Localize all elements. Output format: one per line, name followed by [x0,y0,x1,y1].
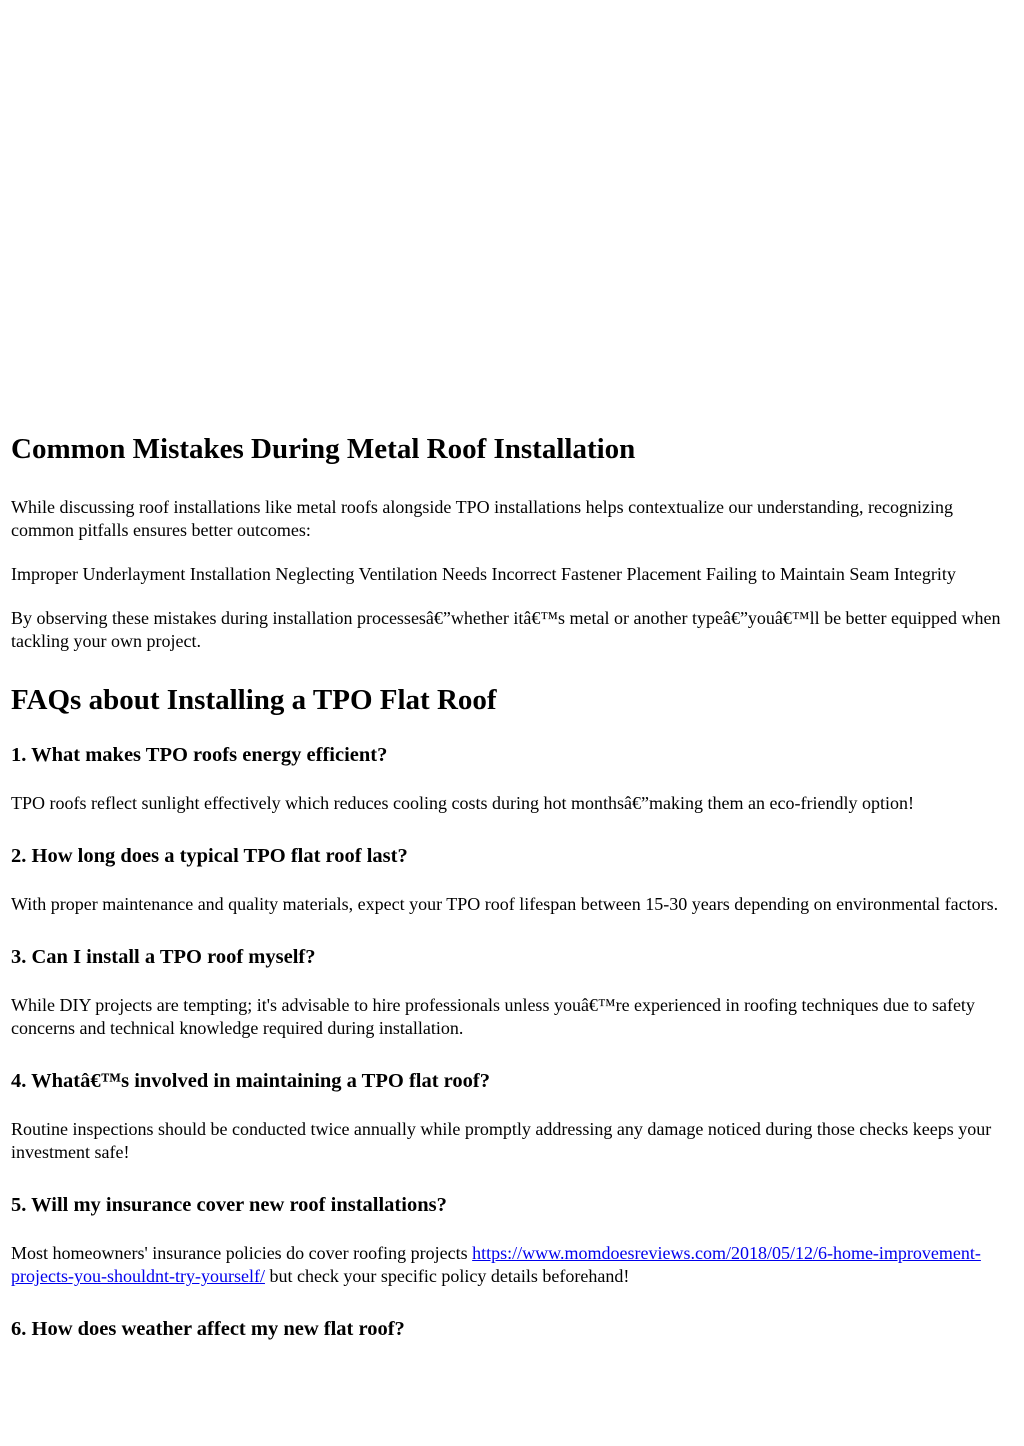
momdoesreviews-link[interactable]: https://www.momdoesreviews.com/2018/05/12/6-home-improvement-projects-you-shouldnt-try-yourself/ [11,1243,981,1286]
faq-question-1: 1. What makes TPO roofs energy efficient? [11,744,388,766]
section-heading-metal-roof-mistakes: Common Mistakes During Metal Roof Installation [11,433,636,465]
faq-answer-2: With proper maintenance and quality materials, expect your TPO roof lifespan between 15-30 years depending on environmental factors. [11,894,999,914]
faq-question-2: 2. How long does a typical TPO flat roof last? [11,845,408,867]
faq-question-4: 4. Whatâ€™s involved in maintaining a TPO flat roof? [11,1070,490,1092]
document-page [11,0,1011,1342]
mistakes-intro-paragraph: While discussing roof installations like metal roofs alongside TPO installations helps contextualize our understanding, recognizing common pitfalls ensures better outcomes: [11,497,953,540]
section-heading-faqs: FAQs about Installing a TPO Flat Roof [11,684,497,716]
faq-answer-5 [11,1242,1011,1288]
faq-answer-4: Routine inspections should be conducted twice annually while promptly addressing any damage noticed during those checks keeps your investment safe! [11,1119,992,1162]
faq-question-5: 5. Will my insurance cover new roof installations? [11,1194,447,1216]
faq-answer-5-text-before: Most homeowners' insurance policies do cover roofing projects [11,1243,473,1263]
mistakes-list-paragraph: Improper Underlayment Installation Neglecting Ventilation Needs Incorrect Fastener Placement Failing to Maintain Seam Integrity [11,564,956,584]
blank-page-area [11,0,1011,428]
faq-answer-3: While DIY projects are tempting; it's advisable to hire professionals unless youâ€™re experienced in roofing techniques due to safety concerns and technical knowledge required during installation. [11,995,975,1038]
faq-answer-5-text-after: but check your specific policy details beforehand! [264,1266,630,1286]
mistakes-observe-paragraph: By observing these mistakes during installation processesâ€”whether itâ€™s metal or another typeâ€”youâ€™ll be better equipped when tackling your own project. [11,608,1001,651]
faq-question-6: 6. How does weather affect my new flat roof? [11,1318,405,1340]
faq-question-3: 3. Can I install a TPO roof myself? [11,946,316,968]
faq-answer-1: TPO roofs reflect sunlight effectively which reduces cooling costs during hot monthsâ€”making them an eco-friendly option! [11,793,914,813]
